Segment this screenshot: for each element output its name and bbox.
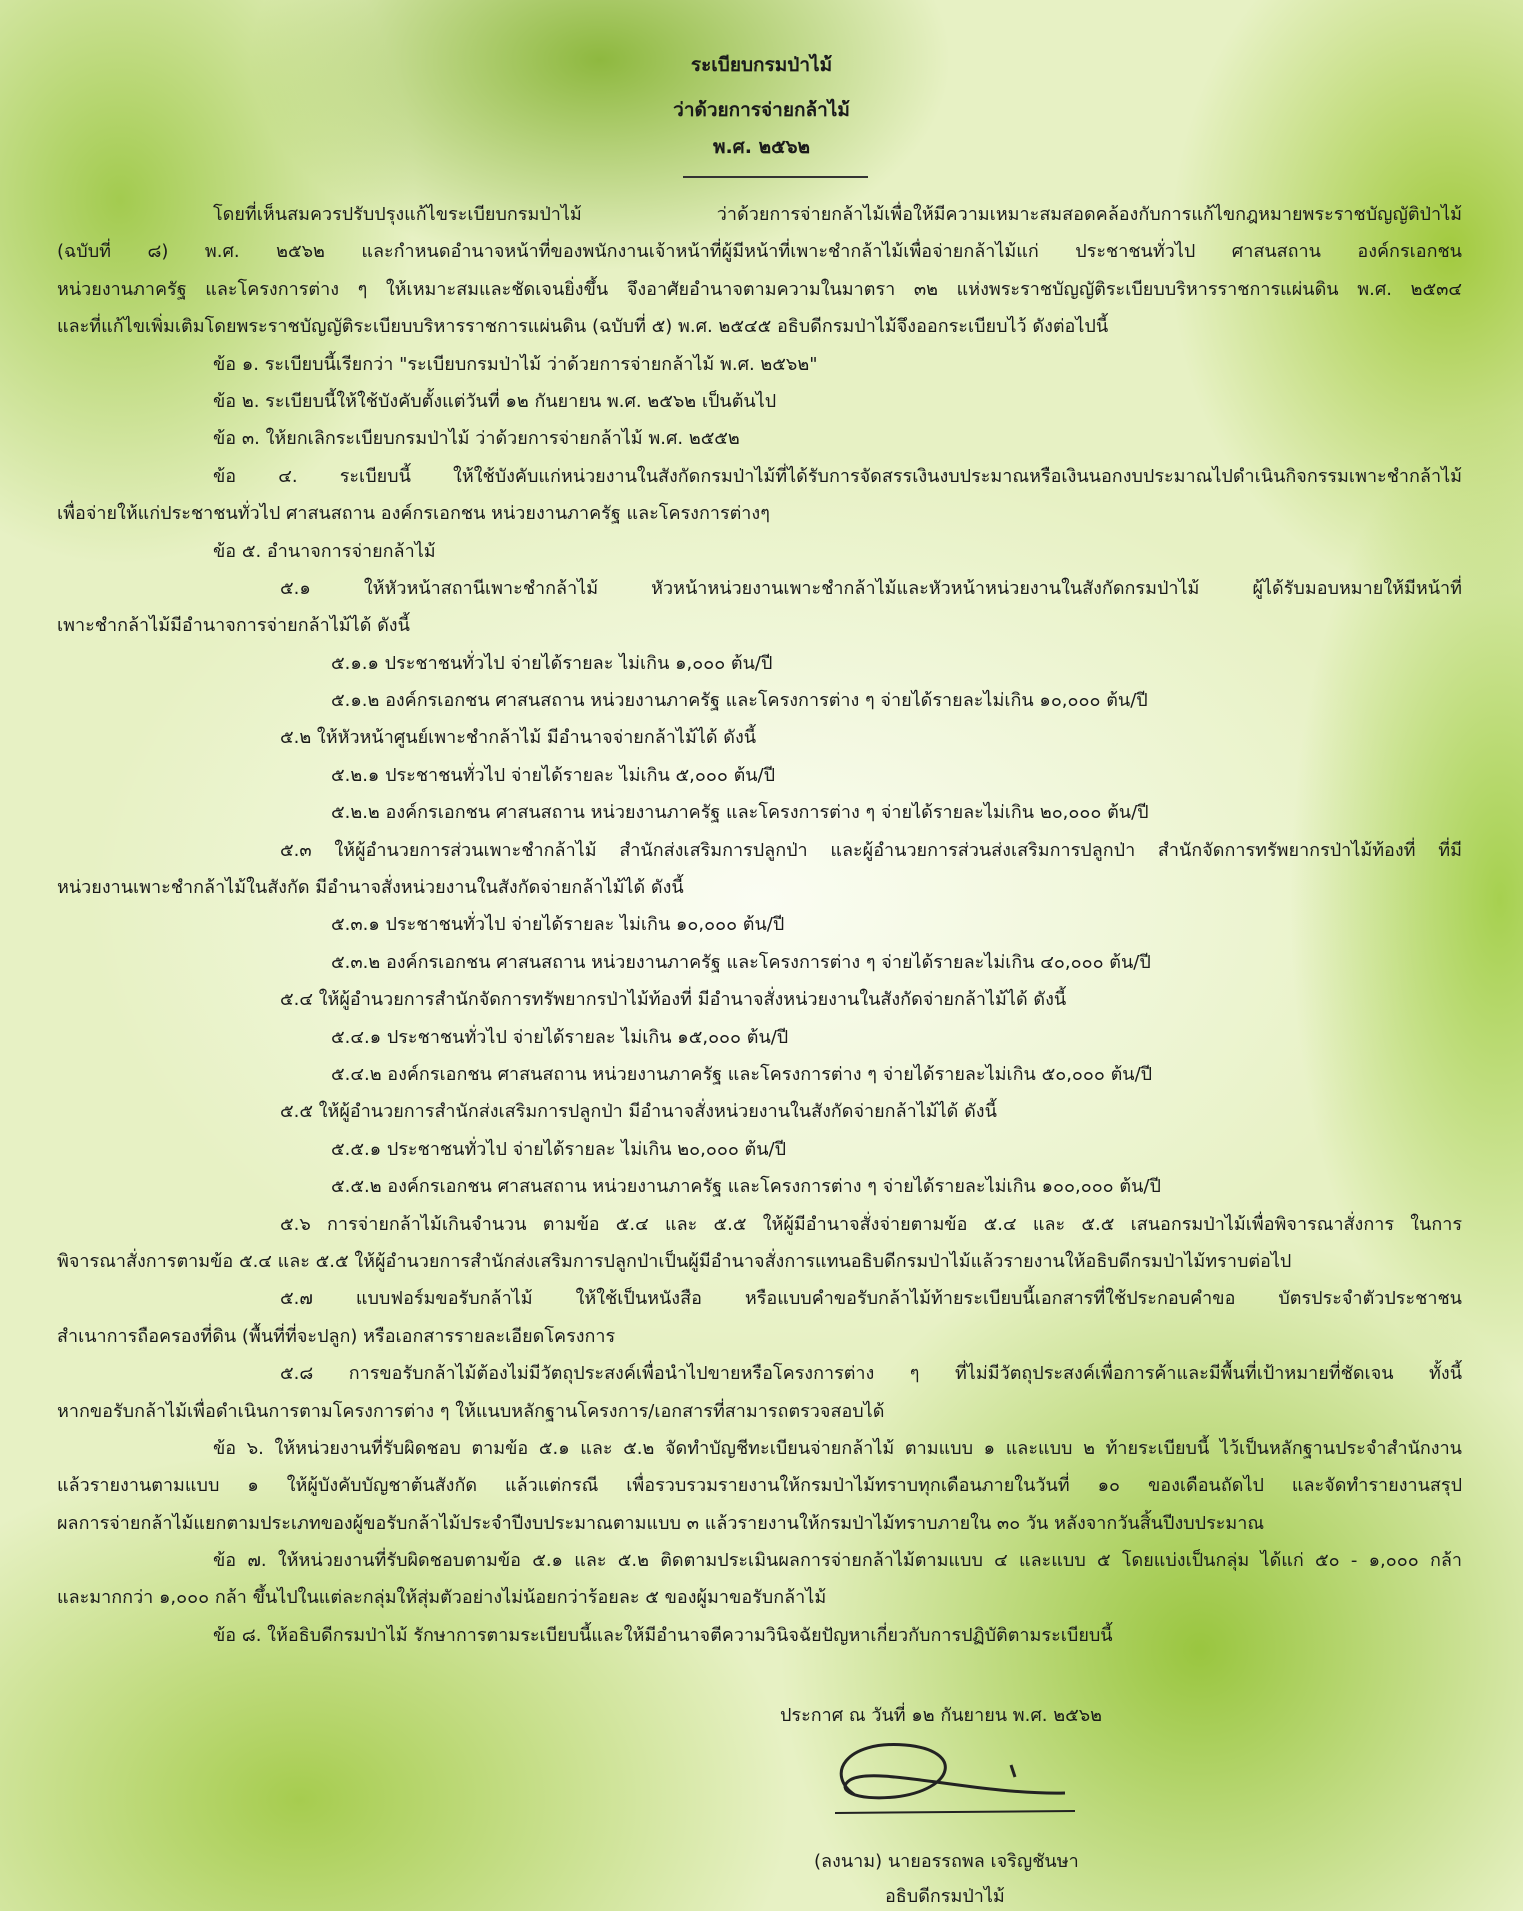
preamble-line: โดยที่เห็นสมควรปรับปรุงแก้ไขระเบียบกรมป่าไม้ ว่าด้วยการจ่ายกล้าไม้เพื่อให้มีความเหมาะสมสอดคล้องกับการแก้ไขกฎหมายพระราชบัญญัติป่าไม้ — [213, 204, 1462, 225]
clause-7-cont: และมากกว่า ๑,๐๐๐ กล้า ขึ้นไปในแต่ละกลุ่มให้สุ่มตัวอย่างไม่น้อยกว่าร้อยละ ๕ ของผู้มาขอรับกล้าไม้ — [57, 1587, 827, 1609]
clause-5-4-1: ๕.๔.๑ ประชาชนทั่วไป จ่ายได้รายละ ไม่เกิน ๑๕,๐๐๐ ต้น/ปี — [331, 1026, 789, 1048]
clause-5-1-1: ๕.๑.๑ ประชาชนทั่วไป จ่ายได้รายละ ไม่เกิน ๑,๐๐๐ ต้น/ปี — [331, 652, 773, 674]
clause-5-1-cont: เพาะชำกล้าไม้มีอำนาจการจ่ายกล้าไม้ได้ ดังนี้ — [57, 615, 410, 637]
clause-5-5-1: ๕.๕.๑ ประชาชนทั่วไป จ่ายได้รายละ ไม่เกิน ๒๐,๐๐๐ ต้น/ปี — [331, 1138, 787, 1160]
clause-5-8: ๕.๘ การขอรับกล้าไม้ต้องไม่มีวัตถุประสงค์เพื่อนำไปขายหรือโครงการต่าง ๆ ที่ไม่มีวัตถุประสงค์เพื่อการค้าและมีพื้นที่เป้าหมายที่ชัดเจน ทั้งนี้ — [280, 1363, 1462, 1385]
clause-5-8-cont: หากขอรับกล้าไม้เพื่อดำเนินการตามโครงการต่าง ๆ ให้แนบหลักฐานโครงการ/เอกสารที่สามารถตรวจสอบได้ — [57, 1400, 885, 1422]
signature-image — [815, 1735, 1095, 1830]
clause-5-3: ๕.๓ ให้ผู้อำนวยการส่วนเพาะชำกล้าไม้ สำนักส่งเสริมการปลูกป่า และผู้อำนวยการส่วนส่งเสริมการปลูกป่า สำนักจัดการทรัพยากรป่าไม้ท้องที่ ที่มี — [280, 839, 1462, 861]
clause-5-1-2: ๕.๑.๒ องค์กรเอกชน ศาสนสถาน หน่วยงานภาครัฐ และโครงการต่าง ๆ จ่ายได้รายละไม่เกิน ๑๐,๐๐๐ ต้น/ปี — [331, 690, 1148, 712]
clause-2: ข้อ ๒. ระเบียบนี้ให้ใช้บังคับตั้งแต่วันที่ ๑๒ กันยายน พ.ศ. ๒๕๖๒ เป็นต้นไป — [213, 390, 777, 412]
announcement-date: ประกาศ ณ วันที่ ๑๒ กันยายน พ.ศ. ๒๕๖๒ — [780, 1705, 1103, 1726]
clause-5-7: ๕.๗ แบบฟอร์มขอรับกล้าไม้ ให้ใช้เป็นหนังสือ หรือแบบคำขอรับกล้าไม้ท้ายระเบียบนี้เอกสารที่ใช้ประกอบคำขอ บัตรประจำตัวประชาชน — [280, 1288, 1462, 1310]
clause-3: ข้อ ๓. ให้ยกเลิกระเบียบกรมป่าไม้ ว่าด้วยการจ่ายกล้าไม้ พ.ศ. ๒๕๕๒ — [213, 428, 740, 450]
clause-5-7-cont: สำเนาการถือครองที่ดิน (พื้นที่ที่จะปลูก) หรือเอกสารรายละเอียดโครงการ — [57, 1325, 616, 1347]
clause-4-cont: เพื่อจ่ายให้แก่ประชาชนทั่วไป ศาสนสถาน องค์กรเอกชน หน่วยงานภาครัฐ และโครงการต่างๆ — [57, 503, 770, 525]
preamble-line: (ฉบับที่ ๘) พ.ศ. ๒๕๖๒ และกำหนดอำนาจหน้าที่ของพนักงานเจ้าหน้าที่ผู้มีหน้าที่เพาะชำกล้าไม้เพื่อจ่ายกล้าไม้แก่ ประชาชนทั่วไป ศาสนสถาน องค์กรเอกชน — [57, 241, 1462, 263]
document-year: พ.ศ. ๒๕๖๒ — [712, 136, 811, 158]
clause-6: ข้อ ๖. ให้หน่วยงานที่รับผิดชอบ ตามข้อ ๕.๑ และ ๕.๒ จัดทำบัญชีทะเบียนจ่ายกล้าไม้ ตามแบบ ๑ และแบบ ๒ ท้ายระเบียบนี้ ไว้เป็นหลักฐานประจำสำนักงาน — [213, 1437, 1462, 1459]
clause-6-cont: ผลการจ่ายกล้าไม้แยกตามประเภทของผู้ขอรับกล้าไม้ประจำปีงบประมาณตามแบบ ๓ แล้วรายงานให้กรมป่าไม้ทราบภายใน ๓๐ วัน หลังจากวันสิ้นปีงบประมาณ — [57, 1512, 1265, 1534]
document-body — [57, 196, 1462, 1654]
clause-5-5: ๕.๕ ให้ผู้อำนวยการสำนักส่งเสริมการปลูกป่า มีอำนาจสั่งหน่วยงานในสังกัดจ่ายกล้าไม้ได้ ดังนี้ — [280, 1101, 997, 1123]
document-title: ระเบียบกรมป่าไม้ — [690, 54, 833, 76]
clause-5-3-2: ๕.๓.๒ องค์กรเอกชน ศาสนสถาน หน่วยงานภาครัฐ และโครงการต่าง ๆ จ่ายได้รายละไม่เกิน ๔๐,๐๐๐ ต้น/ปี — [331, 951, 1151, 973]
signer-position: อธิบดีกรมป่าไม้ — [885, 1886, 1005, 1907]
document-subtitle: ว่าด้วยการจ่ายกล้าไม้ — [673, 99, 850, 121]
clause-5-6-cont: พิจารณาสั่งการตามข้อ ๕.๔ และ ๕.๕ ให้ผู้อำนวยการสำนักส่งเสริมการปลูกป่าเป็นผู้มีอำนาจสั่งการแทนอธิบดีกรมป่าไม้แล้วรายงานให้อธิบดีกรมป่าไม้ทราบต่อไป — [57, 1250, 1292, 1272]
clause-5-2-1: ๕.๒.๑ ประชาชนทั่วไป จ่ายได้รายละ ไม่เกิน ๕,๐๐๐ ต้น/ปี — [331, 764, 776, 786]
clause-7: ข้อ ๗. ให้หน่วยงานที่รับผิดชอบตามข้อ ๕.๑ และ ๕.๒ ติดตามประเมินผลการจ่ายกล้าไม้ตามแบบ ๔ และแบบ ๕ โดยแบ่งเป็นกลุ่ม ได้แก่ ๕๐ - ๑,๐๐๐ กล้า — [213, 1550, 1462, 1572]
clause-5-4: ๕.๔ ให้ผู้อำนวยการสำนักจัดการทรัพยากรป่าไม้ท้องที่ มีอำนาจสั่งหน่วยงานในสังกัดจ่ายกล้าไม้ได้ ดังนี้ — [280, 989, 1067, 1011]
clause-5-6: ๕.๖ การจ่ายกล้าไม้เกินจำนวน ตามข้อ ๕.๔ และ ๕.๕ ให้ผู้มีอำนาจสั่งจ่ายตามข้อ ๕.๔ และ ๕.๕ เสนอกรมป่าไม้เพื่อพิจารณาสั่งการ ในการ — [280, 1213, 1462, 1235]
clause-5-3-cont: หน่วยงานเพาะชำกล้าไม้ในสังกัด มีอำนาจสั่งหน่วยงานในสังกัดจ่ายกล้าไม้ได้ ดังนี้ — [57, 877, 684, 899]
clause-4: ข้อ ๔. ระเบียบนี้ ให้ใช้บังคับแก่หน่วยงานในสังกัดกรมป่าไม้ที่ได้รับการจัดสรรเงินงบประมาณหรือเงินนอกงบประมาณไปดำเนินกิจกรรมเพาะชำกล้าไม้ — [213, 465, 1462, 487]
clause-5-2-2: ๕.๒.๒ องค์กรเอกชน ศาสนสถาน หน่วยงานภาครัฐ และโครงการต่าง ๆ จ่ายได้รายละไม่เกิน ๒๐,๐๐๐ ต้น/ปี — [331, 802, 1149, 824]
clause-5-3-1: ๕.๓.๑ ประชาชนทั่วไป จ่ายได้รายละ ไม่เกิน ๑๐,๐๐๐ ต้น/ปี — [331, 914, 785, 936]
clause-6-cont: แล้วรายงานตามแบบ ๑ ให้ผู้บังคับบัญชาต้นสังกัด แล้วแต่กรณี เพื่อรวบรวมรายงานให้กรมป่าไม้ทราบทุกเดือนภายในวันที่ ๑๐ ของเดือนถัดไป และจัดทำรายงานสรุป — [57, 1475, 1462, 1497]
preamble-line: หน่วยงานภาครัฐ และโครงการต่าง ๆ ให้เหมาะสมและชัดเจนยิ่งขึ้น จึงอาศัยอำนาจตามความในมาตรา ๓๒ แห่งพระราชบัญญัติระเบียบบริหารราชการแผ่นดิน พ.ศ. ๒๕๓๔ — [57, 278, 1462, 300]
clause-8: ข้อ ๘. ให้อธิบดีกรมป่าไม้ รักษาการตามระเบียบนี้และให้มีอำนาจตีความวินิจฉัยปัญหาเกี่ยวกับการปฏิบัติตามระเบียบนี้ — [213, 1624, 1113, 1646]
signer-name: (ลงนาม) นายอรรถพล เจริญชันษา — [814, 1851, 1079, 1872]
clause-5-2: ๕.๒ ให้หัวหน้าศูนย์เพาะชำกล้าไม้ มีอำนาจจ่ายกล้าไม้ได้ ดังนี้ — [280, 727, 757, 749]
clause-5-5-2: ๕.๕.๒ องค์กรเอกชน ศาสนสถาน หน่วยงานภาครัฐ และโครงการต่าง ๆ จ่ายได้รายละไม่เกิน ๑๐๐,๐๐๐ ต้น/ปี — [331, 1176, 1161, 1198]
title-separator — [683, 176, 868, 178]
clause-5: ข้อ ๕. อำนาจการจ่ายกล้าไม้ — [213, 540, 436, 562]
clause-1: ข้อ ๑. ระเบียบนี้เรียกว่า "ระเบียบกรมป่าไม้ ว่าด้วยการจ่ายกล้าไม้ พ.ศ. ๒๕๖๒" — [213, 353, 818, 375]
clause-5-4-2: ๕.๔.๒ องค์กรเอกชน ศาสนสถาน หน่วยงานภาครัฐ และโครงการต่าง ๆ จ่ายได้รายละไม่เกิน ๕๐,๐๐๐ ต้น/ปี — [331, 1063, 1153, 1085]
clause-5-1: ๕.๑ ให้หัวหน้าสถานีเพาะชำกล้าไม้ หัวหน้าหน่วยงานเพาะชำกล้าไม้และหัวหน้าหน่วยงานในสังกัดกรมป่าไม้ ผู้ได้รับมอบหมายให้มีหน้าที่ — [280, 577, 1462, 599]
preamble-line: และที่แก้ไขเพิ่มเติมโดยพระราชบัญญัติระเบียบบริหารราชการแผ่นดิน (ฉบับที่ ๕) พ.ศ. ๒๕๔๕ อธิบดีกรมป่าไม้จึงออกระเบียบไว้ ดังต่อไปนี้ — [57, 316, 1109, 338]
